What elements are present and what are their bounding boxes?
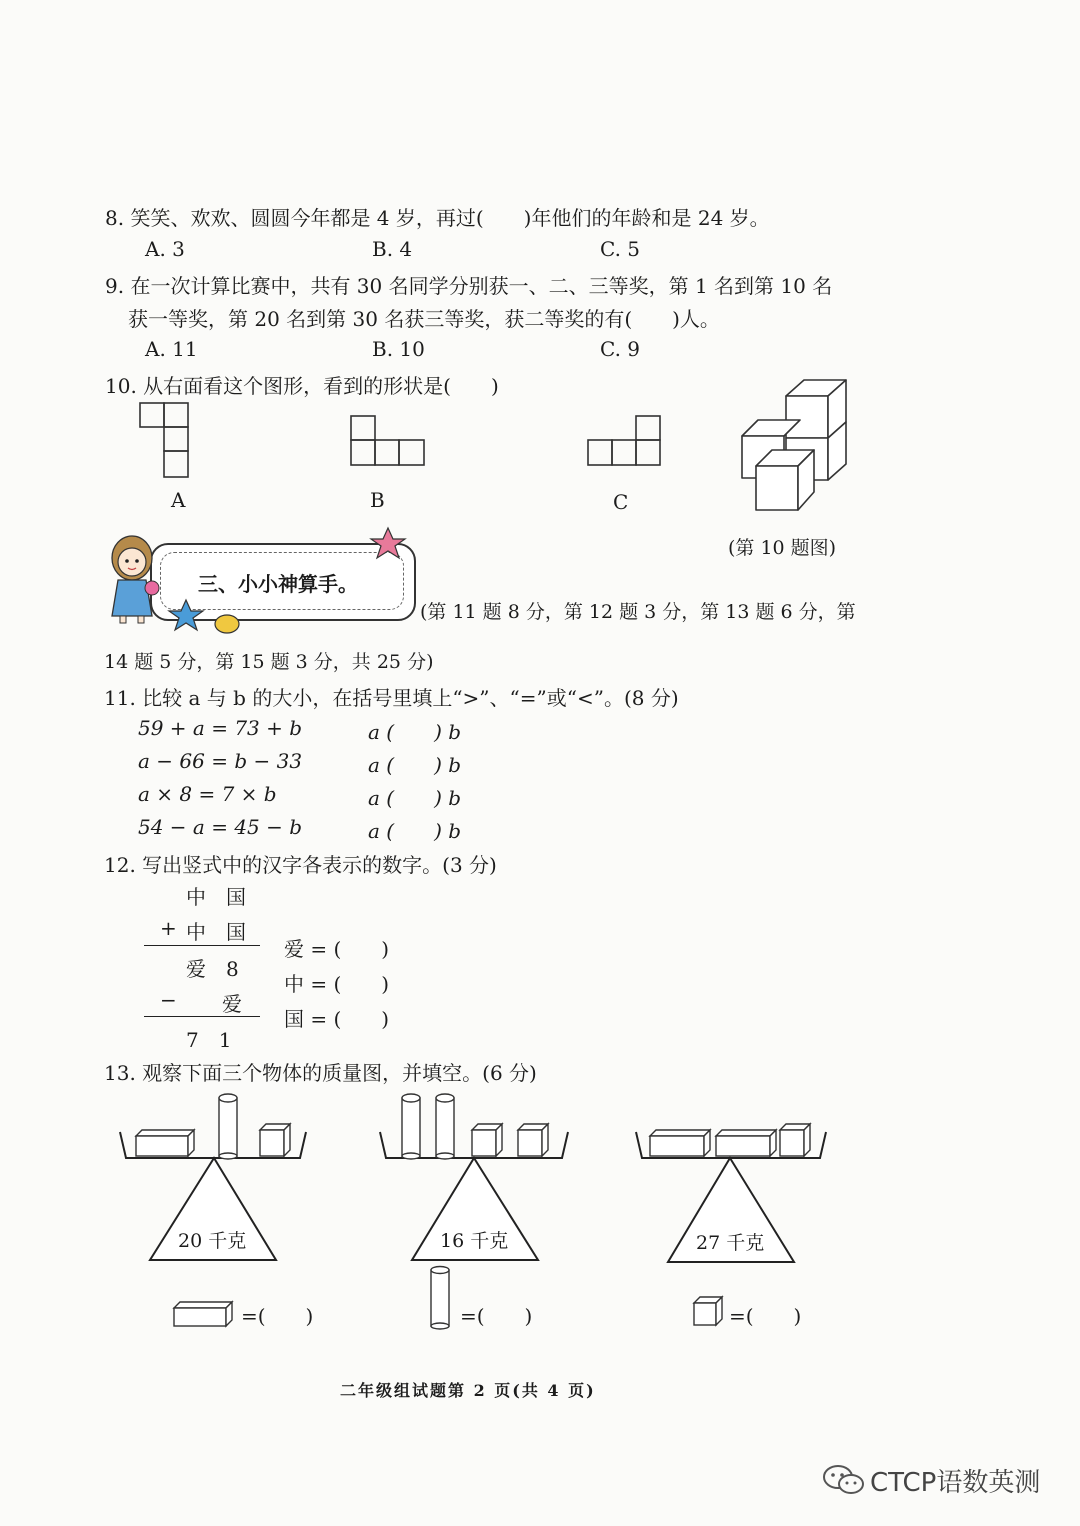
q11-blank-1: a ( ) b xyxy=(368,720,462,744)
q12-line3: 爱 8 xyxy=(186,957,239,981)
section3-title: 三、小小神算手。 xyxy=(198,572,358,596)
q13-answer-cube: =( ) xyxy=(729,1304,802,1328)
page-footer: 二年级组试题第 2 页(共 4 页) xyxy=(340,1381,596,1400)
q12-line2: 中 国 xyxy=(186,920,246,944)
q10-label-c: C xyxy=(613,490,629,514)
q10-shape-c xyxy=(587,415,665,467)
q13-answer-cylinder: =( ) xyxy=(460,1304,533,1328)
q9-option-b: B. 10 xyxy=(372,337,425,361)
q11-eq-2: a − 66 = b − 33 xyxy=(138,749,303,773)
q12-line5: 7 1 xyxy=(186,1028,232,1052)
q12-minus-sign: − xyxy=(160,988,177,1012)
q11-eq-1: 59 + a = 73 + b xyxy=(138,716,303,740)
q10-text: 10. 从右面看这个图形，看到的形状是( ) xyxy=(105,374,499,398)
q12-answer-zhong: 中 = ( ) xyxy=(284,972,390,996)
answer-cylinder-icon xyxy=(429,1266,451,1330)
q10-label-a: A xyxy=(171,488,186,512)
answer-cuboid-icon xyxy=(172,1298,236,1328)
q9-option-a: A. 11 xyxy=(145,337,198,361)
q9-text-line1: 9. 在一次计算比赛中，共有 30 名同学分别获一、二、三等奖，第 1 名到第 10 名 xyxy=(105,274,833,298)
q10-shape-b xyxy=(350,415,428,467)
answer-cube-icon xyxy=(692,1294,724,1328)
q12-answer-ai: 爱 = ( ) xyxy=(284,937,390,961)
dot-decoration xyxy=(214,614,240,634)
q9-option-c: C. 9 xyxy=(600,337,641,361)
q11-blank-3: a ( ) b xyxy=(368,786,462,810)
q11-text: 11. 比较 a 与 b 的大小，在括号里填上“>”、“=”或“<”。(8 分) xyxy=(104,686,679,710)
q12-text: 12. 写出竖式中的汉字各表示的数字。(3 分) xyxy=(104,853,497,877)
q11-blank-4: a ( ) b xyxy=(368,819,462,843)
scale-3-weight: 27 千克 xyxy=(696,1232,765,1254)
q13-text: 13. 观察下面三个物体的质量图，并填空。(6 分) xyxy=(104,1061,537,1085)
q11-blank-2: a ( ) b xyxy=(368,753,462,777)
q8-option-c: C. 5 xyxy=(600,237,641,261)
q12-line1: 中 国 xyxy=(186,885,246,909)
q12-rule-1 xyxy=(144,945,260,946)
q8-option-b: B. 4 xyxy=(372,237,413,261)
q11-eq-4: 54 − a = 45 − b xyxy=(138,815,303,839)
q13-answer-cuboid: =( ) xyxy=(241,1304,314,1328)
q10-figure-caption: (第 10 题图) xyxy=(728,537,837,559)
q12-plus-sign: + xyxy=(160,916,177,940)
wechat-icon xyxy=(822,1462,866,1498)
q12-rule-2 xyxy=(144,1016,260,1017)
star-decoration-top xyxy=(368,526,408,560)
girl-illustration xyxy=(102,532,162,624)
q10-cube-figure xyxy=(738,374,850,516)
q12-line4: 爱 xyxy=(222,992,242,1016)
q9-text-line2: 获一等奖，第 20 名到第 30 名获三等奖，获二等奖的有( )人。 xyxy=(128,307,720,331)
q10-shape-a xyxy=(139,402,191,480)
watermark-text: CTCP语数英测 xyxy=(870,1468,1041,1498)
q8-text: 8. 笑笑、欢欢、圆圆今年都是 4 岁，再过( )年他们的年龄和是 24 岁。 xyxy=(105,206,770,230)
q8-option-a: A. 3 xyxy=(145,237,185,261)
star-decoration-bottom xyxy=(166,598,206,632)
scale-1-weight: 20 千克 xyxy=(178,1230,247,1252)
scale-2-weight: 16 千克 xyxy=(440,1230,509,1252)
q11-eq-3: a × 8 = 7 × b xyxy=(138,782,277,806)
q10-label-b: B xyxy=(370,488,385,512)
section3-score-line2: 14 题 5 分，第 15 题 3 分，共 25 分) xyxy=(104,651,434,673)
section3-score-line1: (第 11 题 8 分，第 12 题 3 分，第 13 题 6 分，第 xyxy=(420,601,856,623)
q12-answer-guo: 国 = ( ) xyxy=(284,1007,390,1031)
